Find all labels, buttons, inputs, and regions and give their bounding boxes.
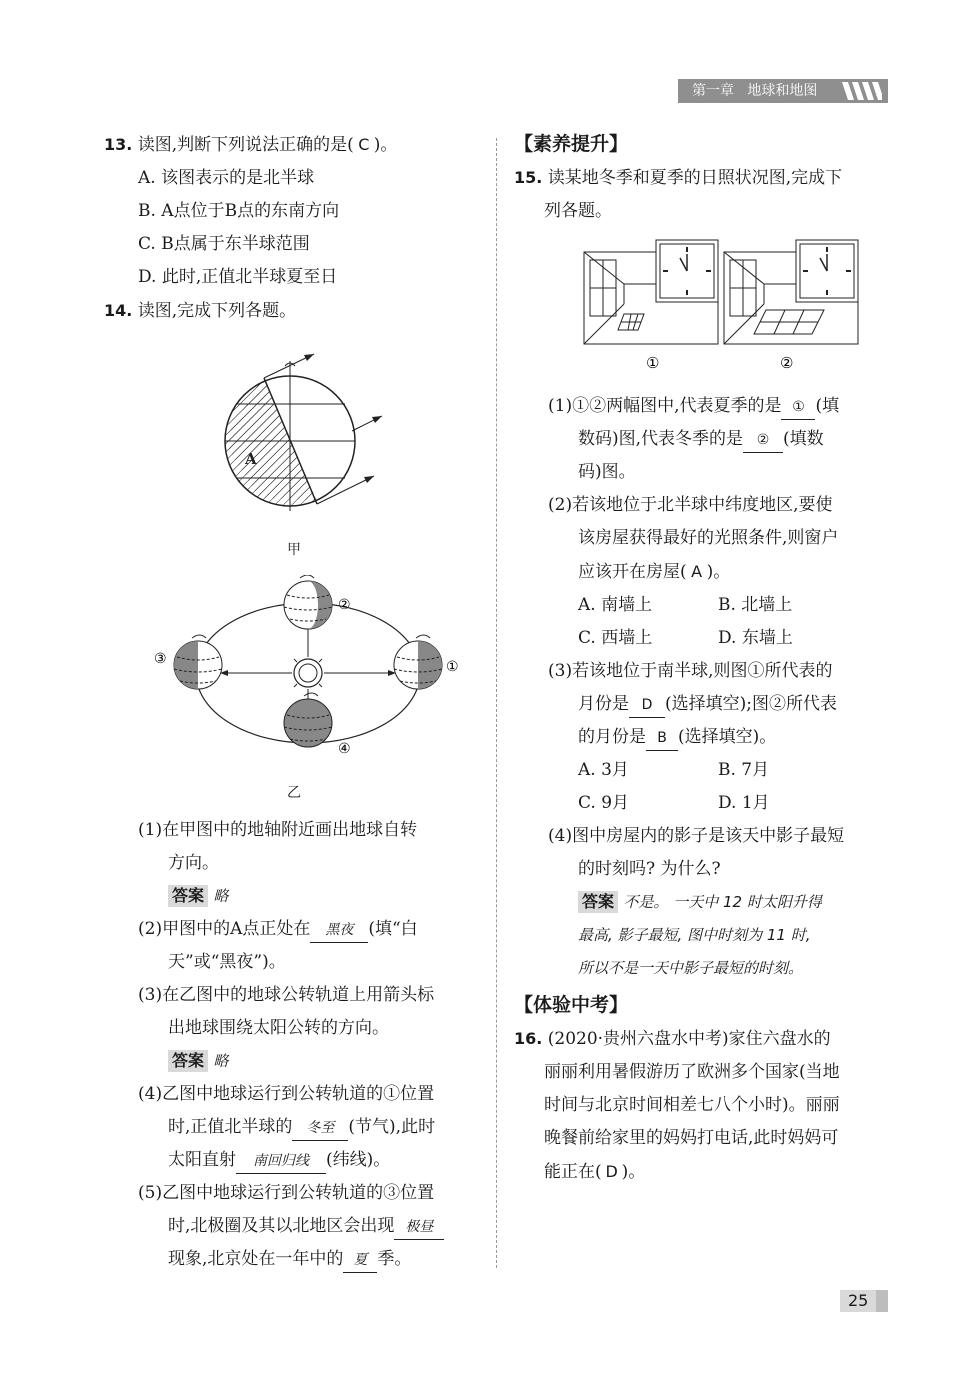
answer-blank: 南回归线	[236, 1149, 326, 1174]
sub-question-1-cont2: 数码)图,代表冬季的是	[578, 429, 744, 449]
answer-badge: 答案	[168, 885, 208, 907]
sub-question-4-cont3: 太阳直射	[168, 1150, 236, 1170]
sub-question-3: (3)若该地位于南半球,则图①所代表的	[548, 661, 833, 681]
sub-question-5: (5)乙图中地球运行到公转轨道的③位置	[138, 1183, 435, 1203]
question-stem: 读图,判断下列说法正确的是(	[137, 135, 354, 155]
answer-blank: 冬至	[292, 1116, 348, 1141]
answer-blank: 黑夜	[310, 918, 368, 943]
stripes-decoration	[842, 82, 882, 100]
sub-question-4: (4)图中房屋内的影子是该天中影子最短	[548, 826, 845, 846]
option-a: A. 南墙上	[578, 595, 653, 615]
sub-question-2-end: 天”或“黑夜”)。	[168, 952, 286, 972]
option-c: C. 西墙上	[578, 628, 653, 648]
answer-badge: 答案	[168, 1050, 208, 1072]
sub-question-1-cont3: (填数	[783, 429, 824, 449]
sub-question-1: (1)在甲图中的地轴附近画出地球自转	[138, 820, 418, 840]
room-label-2: ②	[780, 354, 794, 372]
stem-end: )。	[373, 135, 398, 155]
room-figures	[514, 234, 892, 384]
question-number: 14.	[104, 301, 133, 320]
sub-question-2: (2)甲图中的A点正处在	[138, 919, 311, 939]
option-c: C. B点属于东半球范围	[138, 234, 310, 254]
answer-text-line-3: 所以不是一天中影子最短的时刻。	[578, 959, 804, 977]
option-b: B. 7月	[718, 760, 770, 780]
question-stem-line-3: 时间与北京时间相差七八个小时)。丽丽	[544, 1095, 840, 1115]
sub-question-2-cont: (填“白	[368, 919, 418, 939]
room-figure-1	[584, 240, 718, 344]
orbit-label-3: ③	[154, 651, 167, 667]
figure-jia-caption: 甲	[287, 542, 301, 558]
column-divider	[496, 138, 497, 1268]
section-heading-suyang: 【素养提升】	[514, 133, 629, 155]
option-a: A. 该图表示的是北半球	[138, 168, 315, 188]
question-13	[104, 128, 484, 294]
orbit-label-2: ②	[338, 597, 351, 613]
sub-question-2-cont2: 应该开在房屋(	[578, 562, 687, 582]
question-stem: 读图,完成下列各题。	[137, 301, 297, 321]
question-number: 13.	[104, 135, 133, 154]
question-stem-line-4: 晚餐前给家里的妈妈打电话,此时妈妈可	[544, 1128, 839, 1148]
option-d: D. 1月	[718, 793, 770, 813]
answer-text: 略	[213, 1052, 229, 1070]
option-d: D. 东墙上	[718, 628, 793, 648]
answer-badge: 答案	[578, 891, 618, 913]
sub-question-1-end: 码)图。	[578, 462, 636, 482]
figure-jia	[104, 336, 484, 526]
option-d: D. 此时,正值北半球夏至日	[138, 267, 338, 287]
option-b: B. A点位于B点的东南方向	[138, 201, 340, 221]
question-stem-line-2: 丽丽利用暑假游历了欧洲多个国家(当地	[544, 1062, 840, 1082]
room-figure-2	[724, 240, 858, 344]
figure-yi	[104, 575, 484, 775]
question-14	[104, 294, 484, 1276]
sub-question-1-cont: (填	[815, 396, 840, 416]
orbit-label-4: ④	[338, 741, 351, 757]
answer: D	[605, 1162, 618, 1181]
answer-text: 略	[213, 887, 229, 905]
sub-question-3-cont: 出地球围绕太阳公转的方向。	[168, 1018, 389, 1038]
sub-question-5-cont: 时,北极圈及其以北地区会出现	[168, 1216, 395, 1236]
sub-question-5-end: 季。	[377, 1249, 412, 1269]
question-15	[514, 161, 892, 985]
page-number-badge	[840, 1290, 888, 1312]
sub-question-4-end: (纬线)。	[326, 1150, 391, 1170]
answer-blank: ②	[743, 428, 783, 453]
answer-blank: B	[646, 726, 678, 751]
sub-question-3-cont: 月份是	[578, 694, 629, 714]
sub-question-2: (2)若该地位于北半球中纬度地区,要使	[548, 495, 833, 515]
option-c: C. 9月	[578, 793, 630, 813]
question-stem-line-5: 能正在(	[544, 1162, 602, 1182]
sub-question-2-end: )。	[706, 562, 731, 582]
sub-question-4-cont: 时,正值北半球的	[168, 1117, 293, 1137]
answer-blank: D	[629, 693, 665, 718]
answer: C	[358, 135, 370, 154]
question-stem-cont: 列各题。	[544, 201, 612, 221]
answer-blank: ①	[781, 395, 815, 420]
sub-question-1-cont: 方向。	[168, 853, 219, 873]
orbit-label-1: ①	[446, 659, 459, 675]
question-number: 15.	[514, 168, 543, 187]
sub-question-1: (1)①②两幅图中,代表夏季的是	[548, 396, 782, 416]
answer-blank: 夏	[343, 1248, 377, 1273]
page-number: 25	[840, 1290, 876, 1312]
sub-question-3: (3)在乙图中的地球公转轨道上用箭头标	[138, 985, 435, 1005]
sub-question-4: (4)乙图中地球运行到公转轨道的①位置	[138, 1084, 435, 1104]
option-b: B. 北墙上	[718, 595, 793, 615]
left-column	[104, 128, 484, 1276]
sub-question-2-cont: 该房屋获得最好的光照条件,则窗户	[578, 528, 839, 548]
section-heading-tiyan: 【体验中考】	[514, 994, 629, 1016]
sub-question-3-end: (选择填空)。	[678, 727, 777, 747]
sub-question-4-cont: 的时刻吗? 为什么?	[578, 859, 721, 879]
question-stem: 读某地冬季和夏季的日照状况图,完成下	[547, 168, 843, 188]
option-a: A. 3月	[578, 760, 629, 780]
answer-text-line-2: 最高, 影子最短, 图中时刻为 11 时,	[578, 926, 811, 944]
answer: A	[691, 562, 703, 581]
question-16	[514, 1022, 892, 1189]
answer-blank: 极昼	[394, 1215, 444, 1240]
stem-end: )。	[621, 1162, 646, 1182]
room-label-1: ①	[646, 354, 660, 372]
question-stem: (2020·贵州六盘水中考)家住六盘水的	[547, 1029, 831, 1049]
point-a-label: A	[245, 450, 257, 468]
right-column	[514, 128, 892, 1189]
answer-text-line-1: 不是。 一天中 12 时太阳升得	[623, 893, 822, 911]
sub-question-3-cont3: 的月份是	[578, 727, 646, 747]
chapter-title: 第一章 地球和地图	[692, 83, 818, 99]
figure-yi-caption: 乙	[287, 785, 301, 801]
question-number: 16.	[514, 1029, 543, 1048]
chapter-header-tab	[678, 79, 888, 103]
sub-question-3-cont2: (选择填空);图②所代表	[665, 694, 837, 714]
sub-question-5-cont2: 现象,北京处在一年中的	[168, 1249, 344, 1269]
sub-question-4-cont2: (节气),此时	[348, 1117, 436, 1137]
